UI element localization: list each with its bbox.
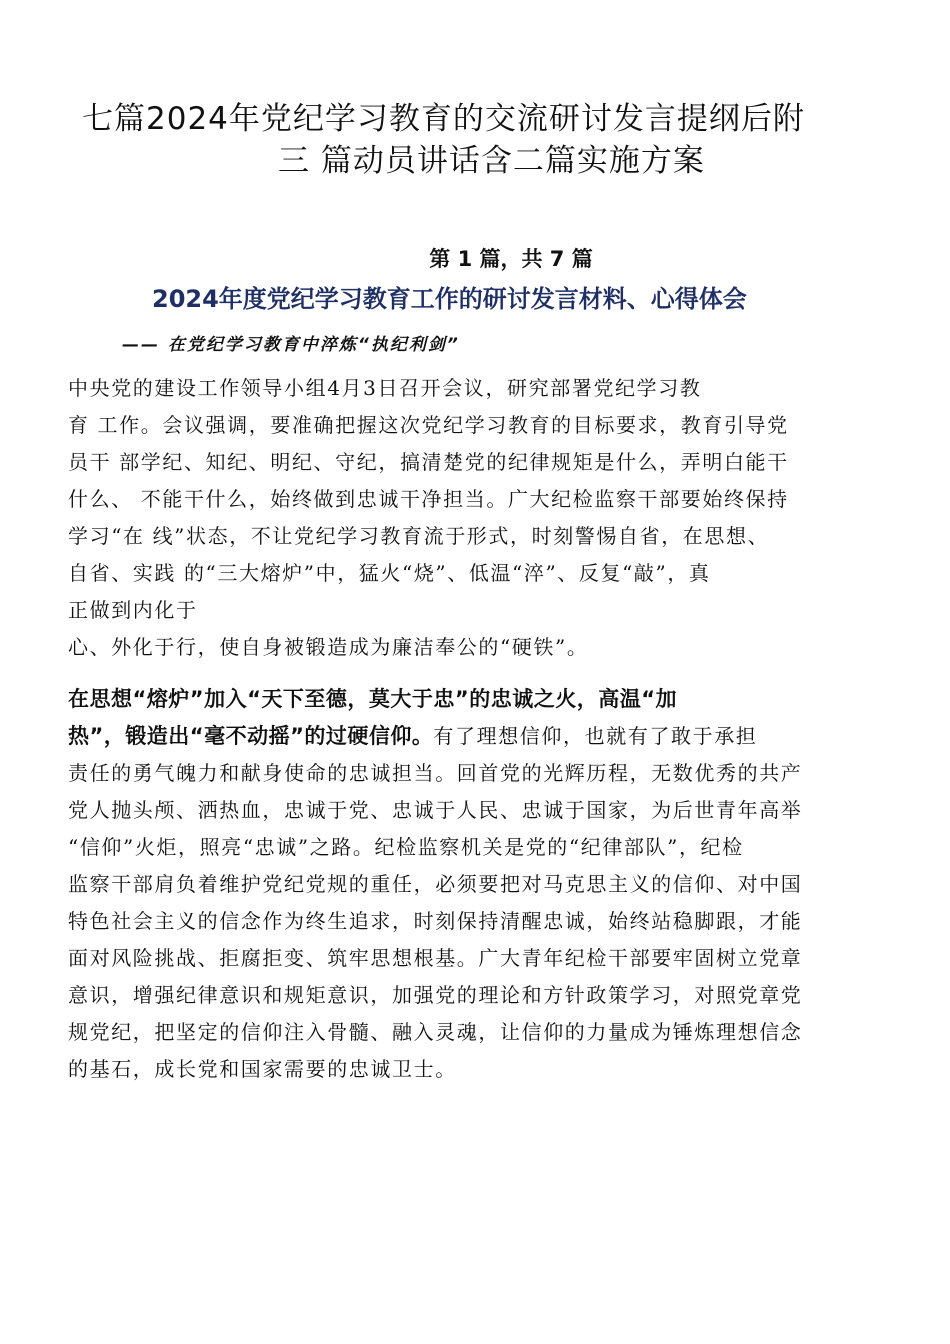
paragraph-line: 意识，增强纪律意识和规矩意识，加强党的理论和方针政策学习，对照党章党 — [68, 983, 803, 1007]
paragraph-line: 特色社会主义的信念作为终生追求，时刻保持清醒忠诚，始终站稳脚跟，才能 — [68, 909, 803, 933]
paragraph-line: 党人抛头颅、洒热血，忠诚于党、忠诚于人民、忠诚于国家，为后世青年高举 — [68, 798, 803, 822]
paragraph-line-rest: 有了理想信仰，也就有了敢于承担 — [433, 724, 758, 748]
paragraph-line: 面对风险挑战、拒腐拒变、筑牢思想根基。广大青年纪检干部要牢固树立党章 — [68, 946, 803, 970]
paragraph-line: 育 工作。会议强调，要准确把握这次党纪学习教育的目标要求，教育引导党 — [68, 413, 789, 437]
paragraph-heading-line: 在思想“熔炉”加入“天下至德，莫大于忠”的忠诚之火，高温“加 — [68, 687, 678, 711]
paragraph-line: 规党纪，把坚定的信仰注入骨髓、融入灵魂，让信仰的力量成为锤炼理想信念 — [68, 1020, 803, 1044]
chapter-label: 第 1 篇，共 7 篇 — [429, 247, 593, 271]
document-title — [60, 98, 890, 182]
paragraph-line: 自省、实践 的“三大熔炉”中，猛火“烧”、低温“淬”、反复“敲”，真 — [68, 561, 711, 585]
paragraph-line: 监察干部肩负着维护党纪党规的重任，必须要把对马克思主义的信仰、对中国 — [68, 872, 803, 896]
title-line-2: 三 篇动员讲话含二篇实施方案 — [278, 143, 705, 179]
paragraph-heading-tail: 热”，锻造出“毫不动摇”的过硬信仰。 — [68, 724, 434, 748]
paragraph-1 — [68, 370, 878, 666]
paragraph-line: “信仰”火炬，照亮“忠诚”之路。纪检监察机关是党的“纪律部队”，纪检 — [68, 835, 744, 859]
paragraph-2 — [68, 681, 878, 1088]
section-motto: —— 在党纪学习教育中淬炼“执纪利剑” — [122, 335, 460, 355]
paragraph-line: 员干 部学纪、知纪、明纪、守纪，搞清楚党的纪律规矩是什么，弄明白能干 — [68, 450, 789, 474]
paragraph-line: 的基石，成长党和国家需要的忠诚卫士。 — [68, 1057, 457, 1081]
paragraph-line: 心、外化于行，使自身被锻造成为廉洁奉公的“硬铁”。 — [68, 635, 589, 659]
paragraph-line: 中央党的建设工作领导小组4月3日召开会议，研究部署党纪学习教 — [68, 376, 702, 400]
paragraph-mixed-line — [68, 718, 878, 755]
paragraph-line: 责任的勇气魄力和献身使命的忠诚担当。回首党的光辉历程，无数优秀的共产 — [68, 761, 803, 785]
paragraph-line: 什么、 不能干什么，始终做到忠诚干净担当。广大纪检监察干部要始终保持 — [68, 487, 789, 511]
title-line-1: 七篇2024年党纪学习教育的交流研讨发言提纲后附 — [82, 101, 805, 137]
paragraph-line: 正做到内化于 — [68, 598, 198, 622]
paragraph-line: 学习“在 线”状态，不让党纪学习教育流于形式，时刻警惕自省，在思想、 — [68, 524, 770, 548]
section-subtitle: 2024年度党纪学习教育工作的研讨发言材料、心得体会 — [152, 285, 747, 313]
